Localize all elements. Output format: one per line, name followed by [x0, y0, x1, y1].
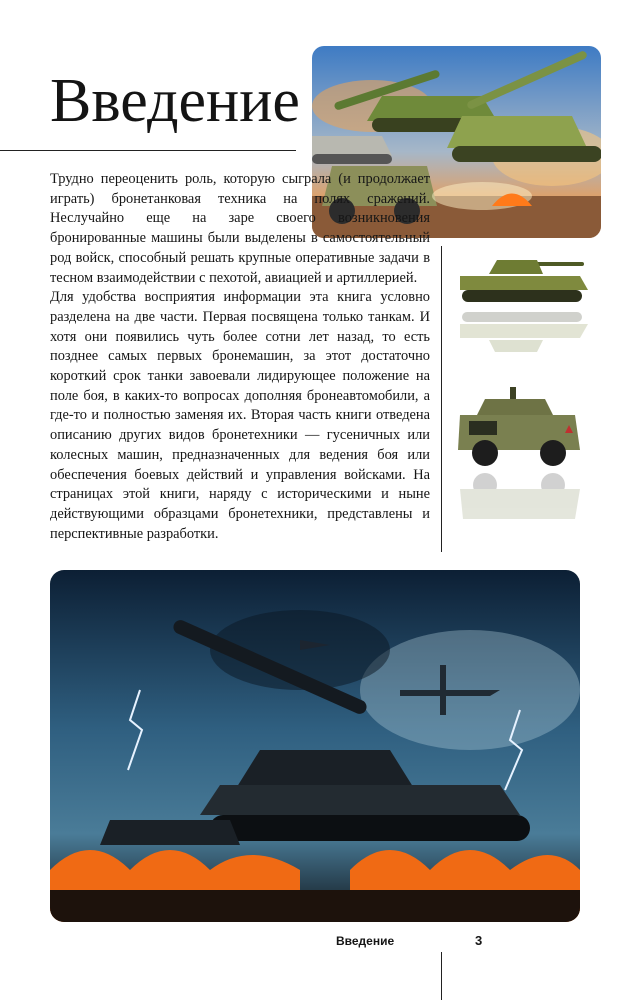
column-divider [441, 246, 442, 552]
title-divider [0, 150, 296, 151]
paragraph-1: Трудно переоценить роль, которую сыграла (и продолжает играть) бронетанковая техника на полях сражений. Неслучайно еще на заре своего возникновения бронированные машины были выделены в самостоятельный род войск, способный решать крупные оперативные задачи в тесном взаимодействии с пехотой, авиацией и артиллерией. [50, 171, 430, 286]
tank-storm-battle-illustration [50, 570, 580, 922]
armored-car-icon [455, 385, 585, 531]
paragraph-2: Для удобства восприятия информации эта книга условно разделена на две части. Первая посвящена только танкам. И хотя они появились чуть более сотни лет назад, то есть позднее самых первых бронемашин, за этот достаточно короткий срок танки завоевали лидирующее положение на поле боя, в каких-то вопросах дополняя бронеавтомобили, а где-то и полностью заменяя их. Вторая часть книги отведена описанию других видов бронетехники — гусеничных или колесных машин, предназначенных для ведения боя или обеспечения боевых действий и управления войсками. На страницах этой книги, наряду с историческими и ныне действующими образцами бронетехники, представлены и перспективные разработки. [50, 289, 430, 542]
page-number: 3 [475, 933, 483, 948]
body-text [50, 170, 430, 544]
modern-tank-icon [452, 252, 592, 370]
page-title: Введение [50, 67, 300, 135]
footer-divider [441, 952, 442, 1000]
footer-section-title: Введение [336, 934, 395, 948]
